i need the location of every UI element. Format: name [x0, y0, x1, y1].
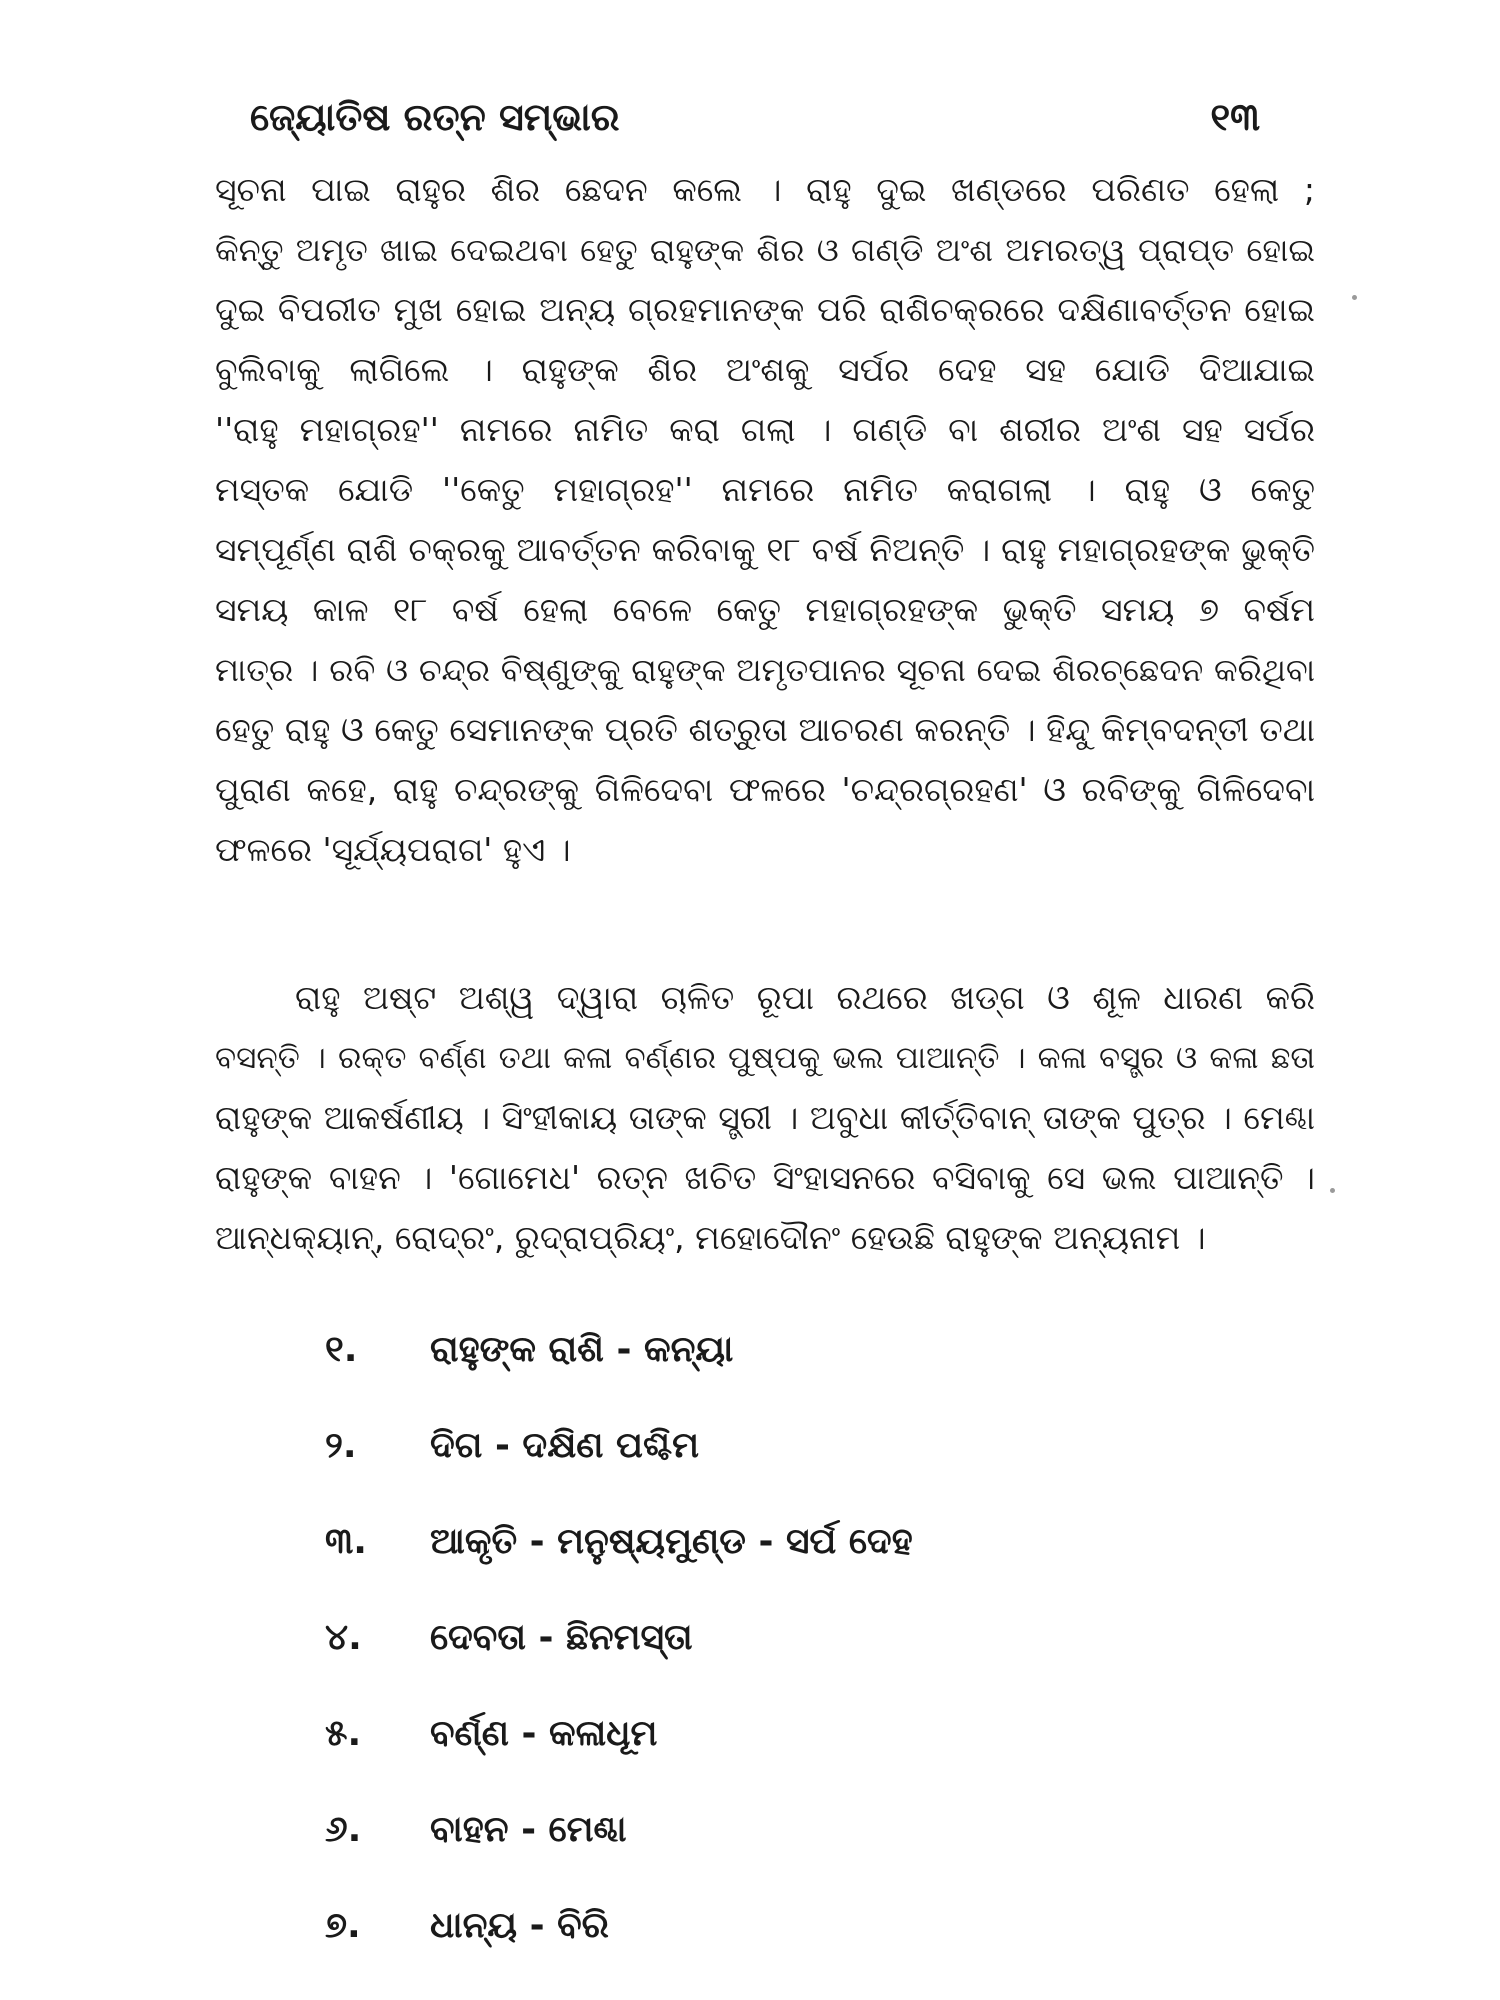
- text-line: ରାହୁଙ୍କ ଆକର୍ଷଣୀୟ । ସିଂହୀକାୟ ତାଙ୍କ ସ୍ତ୍ରୀ । ଅବୁଧା କୀର୍ତ୍ତିବାନ୍ ତାଙ୍କ ପୁତ୍ର । ମେଣ୍ଢା: [215, 1098, 1315, 1137]
- list-item: [325, 1901, 1225, 1997]
- list-item-number: ୪.: [325, 1617, 362, 1658]
- list-item-text: ଆକୃତି - ମନୁଷ୍ୟମୁଣ୍ଡ - ସର୍ପ ଦେହ: [430, 1521, 913, 1562]
- text-line: ରାହୁଙ୍କ ବାହନ । 'ଗୋମେଧ' ରତ୍ନ ଖଚିତ ସିଂହାସନରେ ବସିବାକୁ ସେ ଭଲ ପାଆନ୍ତି ।: [215, 1158, 1315, 1197]
- text-line: ମାତ୍ର । ରବି ଓ ଚନ୍ଦ୍ର ବିଷ୍ଣୁଙ୍କୁ ରାହୁଙ୍କ ଅମୃତପାନର ସୂଚନା ଦେଇ ଶିରଚ୍ଛେଦନ କରିଥିବା: [215, 651, 1315, 689]
- text-line: ଦୁଇ ବିପରୀତ ମୁଖ ହୋଇ ଅନ୍ୟ ଗ୍ରହମାନଙ୍କ ପରି ରାଶିଚକ୍ରରେ ଦକ୍ଷିଣାବର୍ତ୍ତନ ହୋଇ: [215, 290, 1315, 329]
- text-line: ରାହୁ ଅଷ୍ଟ ଅଶ୍ୱ ଦ୍ୱାରା ଚାଳିତ ରୂପା ରଥରେ ଖଡ୍ଗ ଓ ଶୂଳ ଧାରଣ କରି: [295, 978, 1315, 1017]
- list-item-number: ୫.: [325, 1713, 362, 1754]
- list-item-text: ରାହୁଙ୍କ ରାଶି - କନ୍ୟା: [430, 1329, 734, 1370]
- text-line: ସମୟ କାଳ ୧୮ ବର୍ଷ ହେଲା ବେଳେ କେତୁ ମହାଗ୍ରହଙ୍କ ଭୁକ୍ତି ସମୟ ୭ ବର୍ଷମ: [215, 590, 1315, 629]
- list-item-text: ଦେବତା - ଛିନମସ୍ତା: [430, 1617, 693, 1658]
- page-header: [250, 95, 1260, 155]
- text-line: କିନ୍ତୁ ଅମୃତ ଖାଇ ଦେଇଥବା ହେତୁ ରାହୁଙ୍କ ଶିର ଓ ଗଣ୍ଡି ଅଂଶ ଅମରତ୍ୱ ପ୍ରାପ୍ତ ହୋଇ: [215, 231, 1315, 269]
- paper-speck: [1330, 1188, 1335, 1193]
- list-item-number: ୭.: [325, 1905, 361, 1946]
- list-item-text: ଧାନ୍ୟ - ବିରି: [430, 1905, 609, 1946]
- book-title: ଜ୍ୟୋତିଷ ରତ୍ନ ସମ୍ଭାର: [250, 95, 620, 139]
- text-line: ଆନ୍ଧକ୍ୟାନ୍, ରୋଦ୍ରଂ, ରୁଦ୍ରାପ୍ରିୟଂ, ମହୋଦୌନଂ ହେଉଛି ରାହୁଙ୍କ ଅନ୍ୟନାମ ।: [215, 1218, 1206, 1257]
- list-item: [325, 1325, 1225, 1421]
- list-item: [325, 1805, 1225, 1901]
- text-line: ହେତୁ ରାହୁ ଓ କେତୁ ସେମାନଙ୍କ ପ୍ରତି ଶତ୍ରୁତା ଆଚରଣ କରନ୍ତି । ହିନ୍ଦୁ କିମ୍ବଦନ୍ତୀ ତଥା: [215, 710, 1315, 749]
- list-item-number: ୩.: [325, 1521, 367, 1562]
- text-line: ପୁରାଣ କହେ, ରାହୁ ଚନ୍ଦ୍ରଙ୍କୁ ଗିଳିଦେବା ଫଳରେ 'ଚନ୍ଦ୍ରଗ୍ରହଣ' ଓ ରବିଙ୍କୁ ଗିଳିଦେବା: [215, 770, 1315, 809]
- list-item-text: ବର୍ଣ୍ଣ - କଳାଧୂମ: [430, 1713, 658, 1754]
- text-line: ମସ୍ତକ ଯୋଡି ''କେତୁ ମହାଗ୍ରହ'' ନାମରେ ନାମିତ କରାଗଲା । ରାହୁ ଓ କେତୁ: [215, 470, 1315, 509]
- page-number: ୧୩: [1210, 95, 1260, 139]
- list-item: [325, 1517, 1225, 1613]
- paragraph-2: [215, 968, 1315, 1268]
- list-item-number: ୧.: [325, 1329, 358, 1370]
- text-line: ବୁଲିବାକୁ ଲାଗିଲେ । ରାହୁଙ୍କ ଶିର ଅଂଶକୁ ସର୍ପର ଦେହ ସହ ଯୋଡି ଦିଆଯାଇ: [215, 350, 1315, 389]
- list-item-number: ୨.: [325, 1425, 357, 1466]
- list-item: [325, 1421, 1225, 1517]
- paper-speck: [1352, 295, 1357, 300]
- text-line: ''ରାହୁ ମହାଗ୍ରହ'' ନାମରେ ନାମିତ କରା ଗଲା । ଗଣ୍ଡି ବା ଶରୀର ଅଂଶ ସହ ସର୍ପର: [215, 410, 1315, 449]
- text-line: ଫଳରେ 'ସୂର୍ଯ୍ୟପରାଗ' ହୁଏ ।: [215, 830, 571, 869]
- text-line: ସୂଚନା ପାଇ ରାହୁର ଶିର ଛେଦନ କଲେ । ରାହୁ ଦୁଇ ଖଣ୍ଡରେ ପରିଣତ ହେଲା ;: [215, 170, 1315, 209]
- list-item: [325, 1709, 1225, 1805]
- text-line: ବସନ୍ତି । ରକ୍ତ ବର୍ଣ୍ଣ ତଥା କଳା ବର୍ଣ୍ଣର ପୁଷ୍ପକୁ ଭଲ ପାଆନ୍ତି । କଳା ବସ୍ତ୍ର ଓ କଳା ଛତା: [215, 1040, 1315, 1076]
- list-item-text: ବାହନ - ମେଣ୍ଢା: [430, 1809, 627, 1850]
- paragraph-1: [215, 160, 1315, 880]
- attribute-list: [325, 1325, 1225, 1997]
- text-line: ସମ୍ପୂର୍ଣ୍ଣ ରାଶି ଚକ୍ରକୁ ଆବର୍ତ୍ତନ କରିବାକୁ ୧୮ ବର୍ଷ ନିଅନ୍ତି । ରାହୁ ମହାଗ୍ରହଙ୍କ ଭୁକ୍ତି: [215, 530, 1315, 569]
- list-item: [325, 1613, 1225, 1709]
- list-item-text: ଦିଗ - ଦକ୍ଷିଣ ପଶ୍ଚିମ: [430, 1425, 700, 1466]
- list-item-number: ୬.: [325, 1809, 362, 1850]
